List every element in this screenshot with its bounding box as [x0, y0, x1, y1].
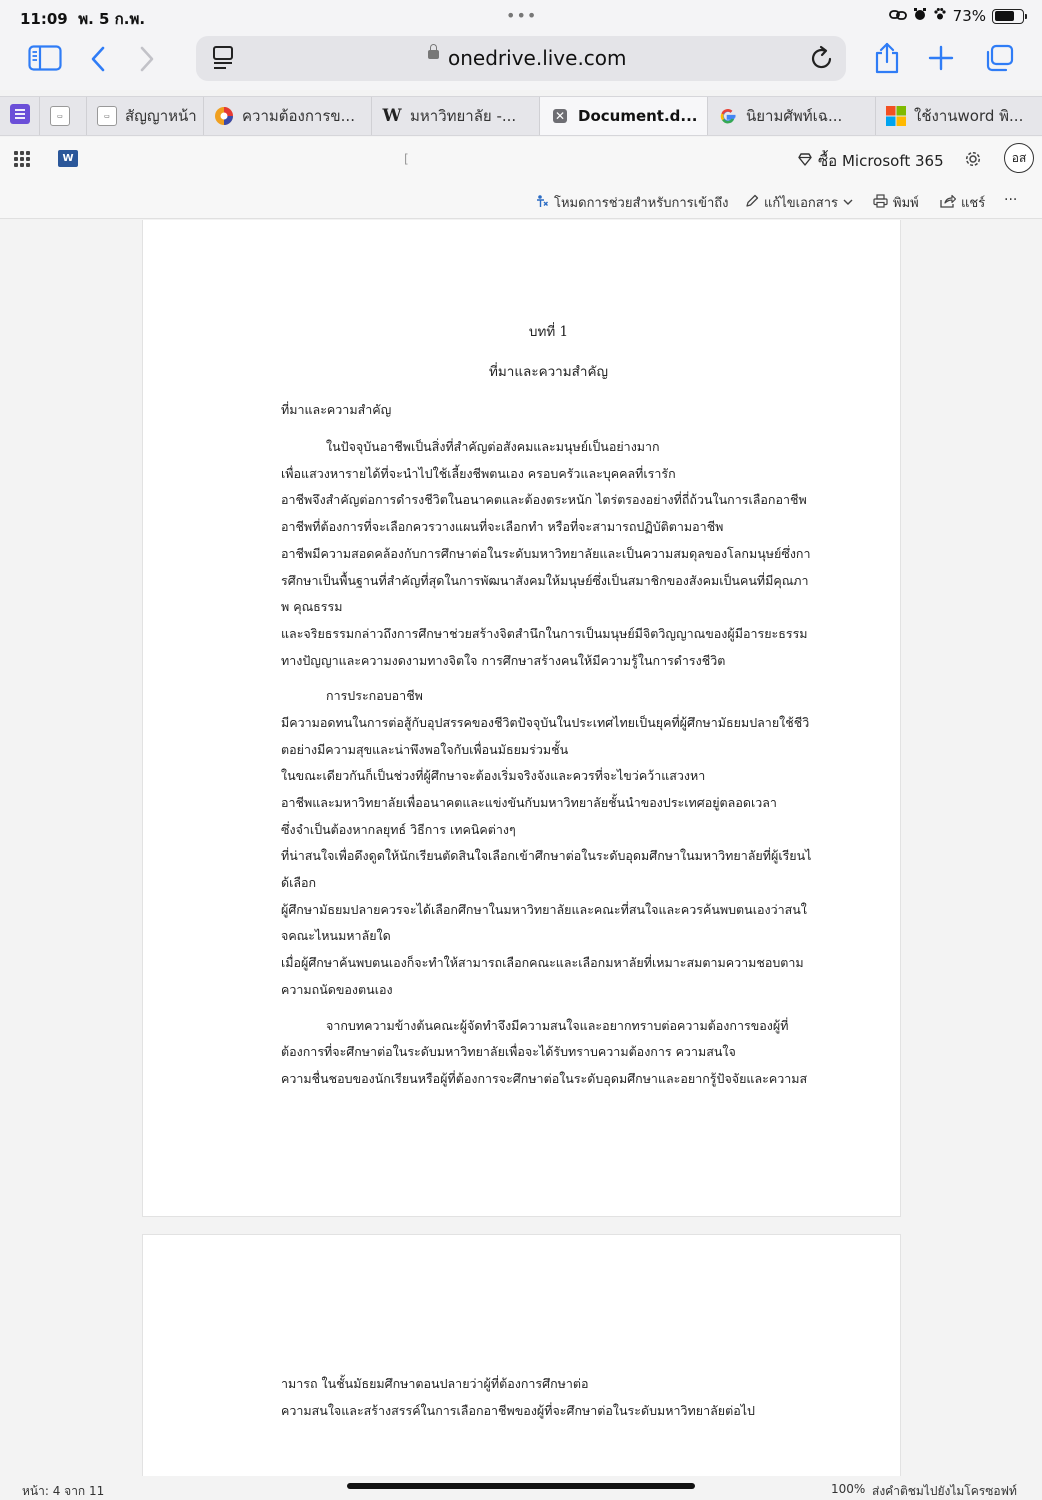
text-line: ความชื่นชอบของนักเรียนหรือผู้ที่ต้องการจะศึกษาต่อในระดับอุดมศึกษาและอยากรู้ปัจจัยและความส — [281, 1070, 808, 1086]
diamond-icon — [798, 152, 812, 170]
text-line: ในขณะเดียวกันก็เป็นช่วงที่ผู้ศึกษาจะต้องเริ่มจริงจังและควรที่จะไขว่คว้าแสวงหา — [281, 768, 706, 784]
forward-icon[interactable] — [139, 46, 155, 79]
tab-5-active[interactable] — [540, 97, 708, 135]
more-options-button[interactable]: ··· — [1004, 192, 1018, 208]
link-icon — [889, 7, 907, 25]
text-line: ด้เลือก — [281, 875, 317, 891]
tab-label: สัญญาหน้า — [125, 107, 197, 125]
text-line: อาชีพที่ต้องการที่จะเลือกควรวางแผนที่จะเลือกทำ หรือที่จะสามารถปฏิบัติตามอาชีพ — [281, 519, 724, 535]
tab-4[interactable] — [372, 97, 540, 135]
tab-label: มหาวิทยาลัย -... — [410, 107, 517, 125]
document-canvas[interactable] — [0, 220, 1042, 1476]
share-label: แชร์ — [961, 196, 986, 211]
printer-icon — [873, 194, 888, 212]
text-line: ามารถ ในชั้นมัธยมศึกษาตอนปลายว่าผู้ที่ต้องการศึกษาต่อ — [281, 1376, 589, 1391]
tab-strip — [0, 96, 1042, 136]
word-header — [0, 137, 1042, 181]
tab-group-button[interactable] — [0, 97, 40, 135]
document-page-5[interactable] — [142, 1234, 901, 1476]
page-menu-icon[interactable] — [212, 45, 234, 75]
buy-microsoft-365-button[interactable] — [798, 149, 944, 173]
tab-2[interactable] — [87, 97, 204, 135]
share-arrow-icon — [940, 194, 956, 212]
alarm-icon — [913, 7, 927, 25]
text-line: ในปัจจุบันอาชีพเป็นสิ่งที่สำคัญต่อสังคมและมนุษย์เป็นอย่างมาก — [326, 439, 660, 455]
section-heading: ที่มาและความสำคัญ — [281, 402, 392, 418]
text-line: ทางปัญญาและความงดงามทางจิตใจ การศึกษาสร้างคนให้มีความรู้ในการดำรงชีวิต — [281, 652, 726, 668]
feedback-link[interactable]: ส่งคำติชมไปยังไมโครซอฟท์ — [872, 1484, 1017, 1498]
address-bar[interactable] — [196, 36, 846, 81]
chevron-down-icon — [843, 195, 853, 210]
text-line: ความสนใจและสร้างสรรค์ในการเลือกอาชีพของผู้ที่จะศึกษาต่อในระดับมหาวิทยาลัยต่อไป — [281, 1402, 755, 1418]
command-bar — [0, 181, 1042, 219]
paragraph-1 — [281, 434, 816, 674]
tab-3[interactable] — [204, 97, 372, 135]
google-icon — [718, 106, 738, 126]
text-line: การประกอบอาชีพ — [326, 688, 423, 704]
document-page-4[interactable] — [142, 220, 901, 1217]
text-line: อาชีพและมหาวิทยาลัยเพื่ออนาคตและแข่งขันกับมหาวิทยาลัยชั้นนำของประเทศอยู่ตลอดเวลา — [281, 795, 777, 810]
tabs-overview-icon[interactable] — [984, 44, 1014, 79]
zoom-level[interactable]: 100% — [831, 1482, 866, 1496]
word-logo-icon[interactable]: W — [58, 150, 78, 167]
tab-7[interactable] — [876, 97, 1041, 135]
text-line: มีความอดทนในการต่อสู้กับอุปสรรคของชีวิตปัจจุบันในประเทศไทยเป็นยุคที่ผู้ศึกษามัธยมปลายใช้ชีวิ — [281, 714, 810, 730]
text-line: ซึ่งจำเป็นต้องหากลยุทธ์ วิธีการ เทคนิคต่างๆ — [281, 821, 516, 837]
ios-status-bar — [0, 0, 1042, 32]
paragraph-3 — [281, 1013, 816, 1093]
print-label: พิมพ์ — [893, 196, 919, 211]
colorful-wheel-icon — [214, 106, 234, 126]
accessibility-mode-button[interactable] — [535, 192, 729, 213]
edit-document-button[interactable] — [745, 192, 853, 213]
accessibility-label: โหมดการช่วยสำหรับการเข้าถึง — [554, 196, 729, 211]
avatar[interactable]: อส — [1004, 143, 1034, 173]
accessibility-icon — [535, 194, 549, 212]
share-icon[interactable] — [873, 42, 901, 81]
paw-icon — [933, 7, 947, 25]
new-tab-plus-icon[interactable] — [928, 45, 954, 78]
tab-1[interactable] — [40, 97, 87, 135]
share-button[interactable] — [940, 192, 985, 213]
buy-label: ซื้อ Microsoft 365 — [818, 152, 944, 170]
multitasking-dots[interactable]: ••• — [506, 6, 538, 25]
text-line: เมื่อผู้ศึกษาค้นพบตนเองก็จะทำให้สามารถเลือกคณะและเลือกมหาลัยที่เหมาะสมตามความชอบตาม — [281, 955, 804, 971]
status-time: 11:09 พ. 5 ก.พ. — [20, 10, 146, 28]
microsoft-icon — [886, 106, 906, 126]
tab-label: Document.d... — [578, 107, 698, 125]
home-indicator[interactable] — [347, 1483, 695, 1489]
text-line: พ คุณธรรม — [281, 599, 343, 615]
text-line: อาชีพมีความสอดคล้องกับการศึกษาต่อในระดับมหาวิทยาลัยและเป็นความสมดุลของโลกมนุษย์ซึ่งกา — [281, 545, 811, 561]
text-line: ที่น่าสนใจเพื่อดึงดูดให้นักเรียนตัดสินใจเลือกเข้าศึกษาต่อในระดับอุดมศึกษาในมหาวิทยาลัยที่ผู้เรียนไ — [281, 848, 812, 864]
wikipedia-icon: W — [382, 106, 402, 126]
tab-label: นิยามศัพท์เฉ... — [746, 107, 843, 125]
text-cursor-indicator: [ — [404, 152, 409, 166]
back-icon[interactable] — [90, 46, 106, 79]
close-tab-icon[interactable]: ✕ — [554, 109, 566, 123]
battery-percent: 73% — [952, 7, 986, 25]
text-line: ความถนัดของตนเอง — [281, 981, 393, 997]
page-thumbnail-icon: ▭ — [50, 106, 70, 126]
page-count: หน้า: 4 จาก 11 — [22, 1484, 105, 1498]
text-line: เพื่อแสวงหารายได้ที่จะนำไปใช้เลี้ยงชีพตนเอง ครอบครัวและบุคคลที่เรารัก — [281, 465, 676, 481]
app-launcher-icon[interactable] — [14, 151, 30, 167]
chapter-title: ที่มาและความสำคัญ — [488, 363, 609, 380]
text-line: อาชีพจึงสำคัญต่อการดำรงชีวิตในอนาคตและต้องตระหนัก ไตร่ตรองอย่างที่ถี่ถ้วนในการเลือกอาชีพ — [281, 492, 807, 508]
text-line: และจริยธรรมกล่าวถึงการศึกษาช่วยสร้างจิตสำนึกในการเป็นมนุษย์มีจิตวิญญาณของผู้มีอารยะธรรม — [281, 625, 808, 641]
print-button[interactable] — [873, 192, 919, 213]
page-body — [281, 1371, 816, 1424]
status-right-group — [889, 7, 1024, 25]
text-line: จคณะไหนมหาลัยใด — [281, 928, 391, 944]
pencil-icon — [745, 194, 759, 212]
chapter-number: บทที่ 1 — [528, 324, 569, 340]
page-body — [281, 319, 816, 1093]
edit-label: แก้ไขเอกสาร — [764, 196, 839, 211]
url-text[interactable]: onedrive.live.com — [448, 46, 627, 70]
text-line: ตอย่างมีความสุขและน่าพึงพอใจกับเพื่อนมัธยมร่วมชั้น — [281, 741, 569, 757]
text-line: ต้องการที่จะศึกษาต่อในระดับมหาวิทยาลัยเพื่อจะได้รับทราบความต้องการ ความสนใจ — [281, 1044, 736, 1060]
text-line: ผู้ศึกษามัธยมปลายควรจะได้เลือกศึกษาในมหาวิทยาลัยและคณะที่สนใจและควรค้นพบตนเองว่าสนใ — [281, 901, 807, 917]
paragraph-2 — [281, 683, 816, 1003]
browser-toolbar — [0, 32, 1042, 90]
text-line: จากบทความข้างต้นคณะผู้จัดทำจึงมีความสนใจและอยากทราบต่อความต้องการของผู้ที่ — [326, 1017, 789, 1033]
text-line: รศึกษาเป็นพื้นฐานที่สำคัญที่สุดในการพัฒนาสังคมให้มนุษย์ซึ่งเป็นสมาชิกของสังคมเป็นคนที่มีคุณภา — [281, 572, 809, 588]
tab-label: ใช้งานword พิ... — [914, 107, 1024, 125]
lock-icon — [428, 50, 439, 59]
sidebar-icon[interactable] — [28, 45, 62, 78]
reload-icon[interactable] — [810, 45, 834, 75]
page-thumbnail-icon: ▭ — [97, 106, 117, 126]
tab-group-icon — [10, 104, 30, 128]
tab-6[interactable] — [708, 97, 876, 135]
tab-label: ความต้องการข... — [242, 107, 355, 125]
battery-icon — [992, 9, 1024, 24]
gear-icon[interactable] — [963, 149, 983, 173]
